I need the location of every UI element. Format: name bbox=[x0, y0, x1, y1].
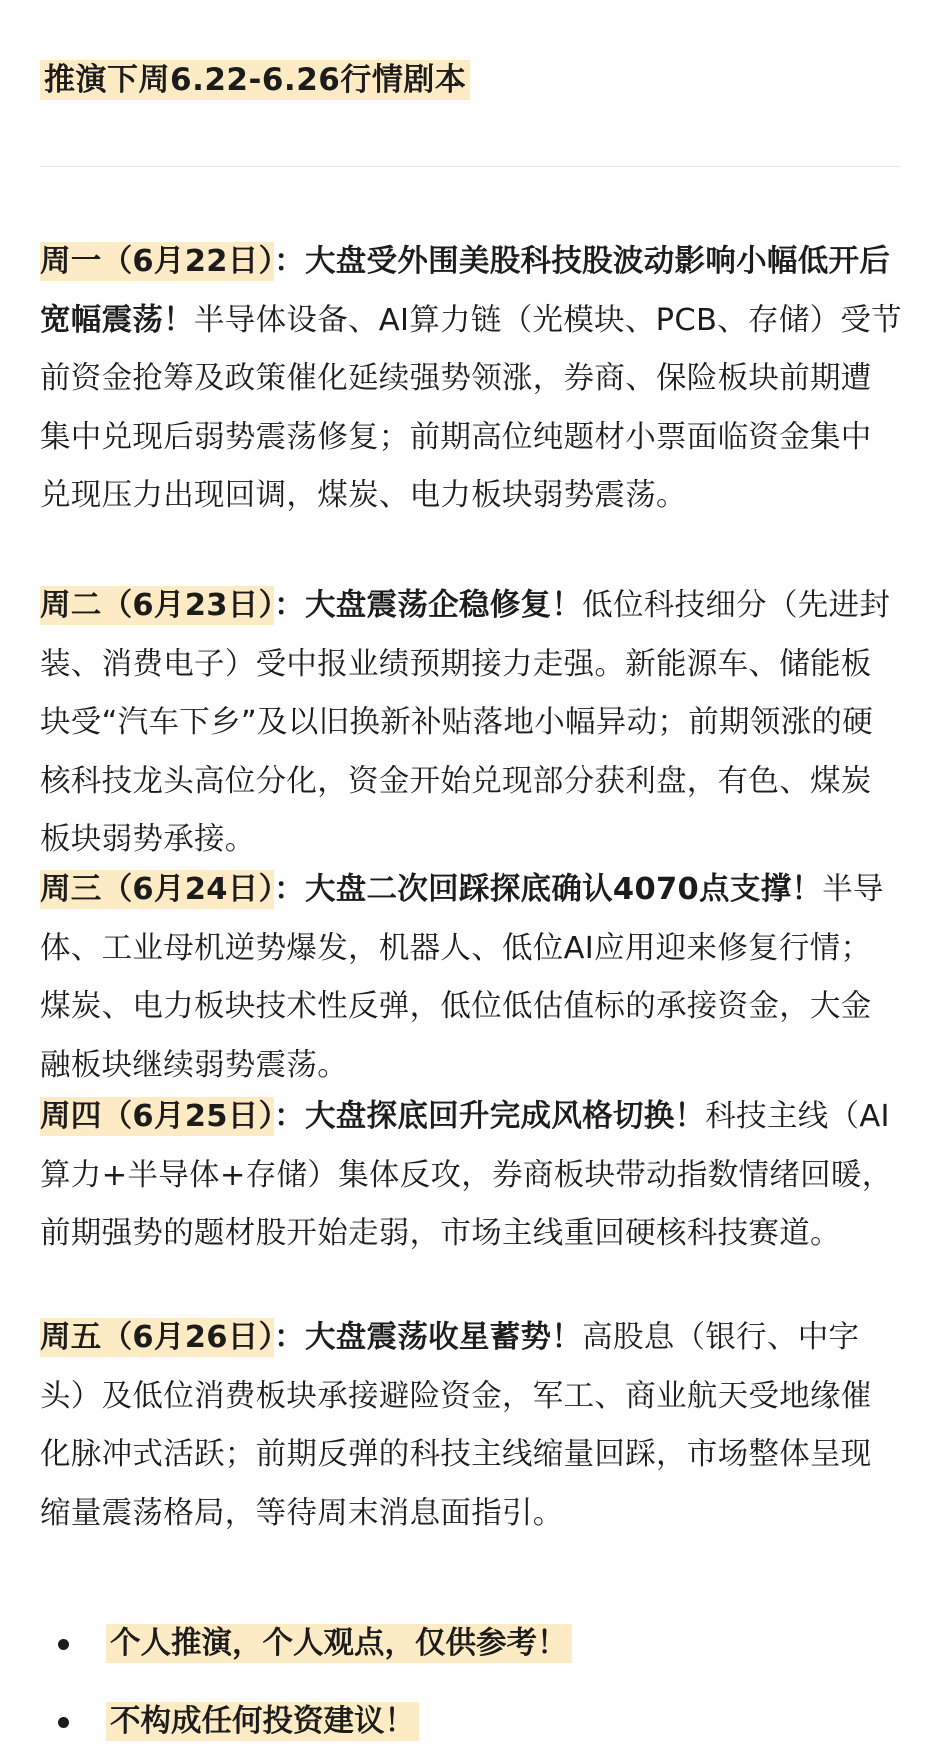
disclaimer-list bbox=[40, 1605, 900, 1761]
day-body: 科技主线（AI算力+半导体+存储）集体反攻，券商板块带动指数情绪回暖，前期强势的题材股开始走弱，市场主线重回硬核科技赛道。 bbox=[40, 1099, 893, 1251]
bullet-icon bbox=[58, 1717, 69, 1728]
day-wednesday bbox=[40, 861, 902, 1095]
disclaimer-text: 个人推演，个人观点，仅供参考！ bbox=[106, 1624, 572, 1663]
day-monday bbox=[40, 233, 902, 526]
day-headline: 大盘二次回踩探底确认4070点支撑！ bbox=[304, 872, 823, 907]
day-label: 周二（6月23日） bbox=[40, 588, 275, 623]
day-headline: 大盘震荡收星蓄势！ bbox=[304, 1320, 583, 1355]
day-headline: 大盘震荡企稳修复！ bbox=[304, 588, 583, 623]
list-item bbox=[40, 1683, 900, 1761]
post-title-text: 推演下周6.22-6.26行情剧本 bbox=[40, 60, 470, 100]
day-body: 低位科技细分（先进封装、消费电子）受中报业绩预期接力走强。新能源车、储能板块受“汽车下乡”及以旧换新补贴落地小幅异动；前期领涨的硬核科技龙头高位分化，资金开始兑现部分获利盘，有色、煤炭板块弱势承接。 bbox=[40, 588, 891, 857]
day-label: 周四（6月25日） bbox=[40, 1099, 275, 1134]
post-title bbox=[40, 52, 470, 108]
day-separator: ： bbox=[274, 244, 305, 279]
day-separator: ： bbox=[274, 1099, 305, 1134]
day-thursday bbox=[40, 1088, 902, 1264]
day-friday bbox=[40, 1309, 902, 1543]
day-tuesday bbox=[40, 577, 902, 870]
day-body: 高股息（银行、中字头）及低位消费板块承接避险资金，军工、商业航天受地缘催化脉冲式活跃；前期反弹的科技主线缩量回踩，市场整体呈现缩量震荡格局，等待周末消息面指引。 bbox=[40, 1320, 872, 1531]
divider bbox=[40, 166, 900, 167]
day-body: 半导体设备、AI算力链（光模块、PCB、存储）受节前资金抢筹及政策催化延续强势领涨，券商、保险板块前期遭集中兑现后弱势震荡修复；前期高位纯题材小票面临资金集中兑现压力出现回调，煤炭、电力板块弱势震荡。 bbox=[40, 302, 902, 513]
day-label: 周三（6月24日） bbox=[40, 872, 275, 907]
day-body: 半导体、工业母机逆势爆发，机器人、低位AI应用迎来修复行情；煤炭、电力板块技术性反弹，低位低估值标的承接资金，大金融板块继续弱势震荡。 bbox=[40, 872, 884, 1083]
day-separator: ： bbox=[274, 872, 305, 907]
list-item bbox=[40, 1605, 900, 1683]
bullet-icon bbox=[58, 1639, 69, 1650]
day-label: 周五（6月26日） bbox=[40, 1320, 275, 1355]
day-headline: 大盘受外围美股科技股波动影响小幅低开后宽幅震荡！ bbox=[40, 244, 891, 338]
day-separator: ： bbox=[274, 588, 305, 623]
day-label: 周一（6月22日） bbox=[40, 244, 275, 279]
day-headline: 大盘探底回升完成风格切换！ bbox=[304, 1099, 706, 1134]
disclaimer-text: 不构成任何投资建议！ bbox=[106, 1702, 419, 1741]
day-separator: ： bbox=[274, 1320, 305, 1355]
